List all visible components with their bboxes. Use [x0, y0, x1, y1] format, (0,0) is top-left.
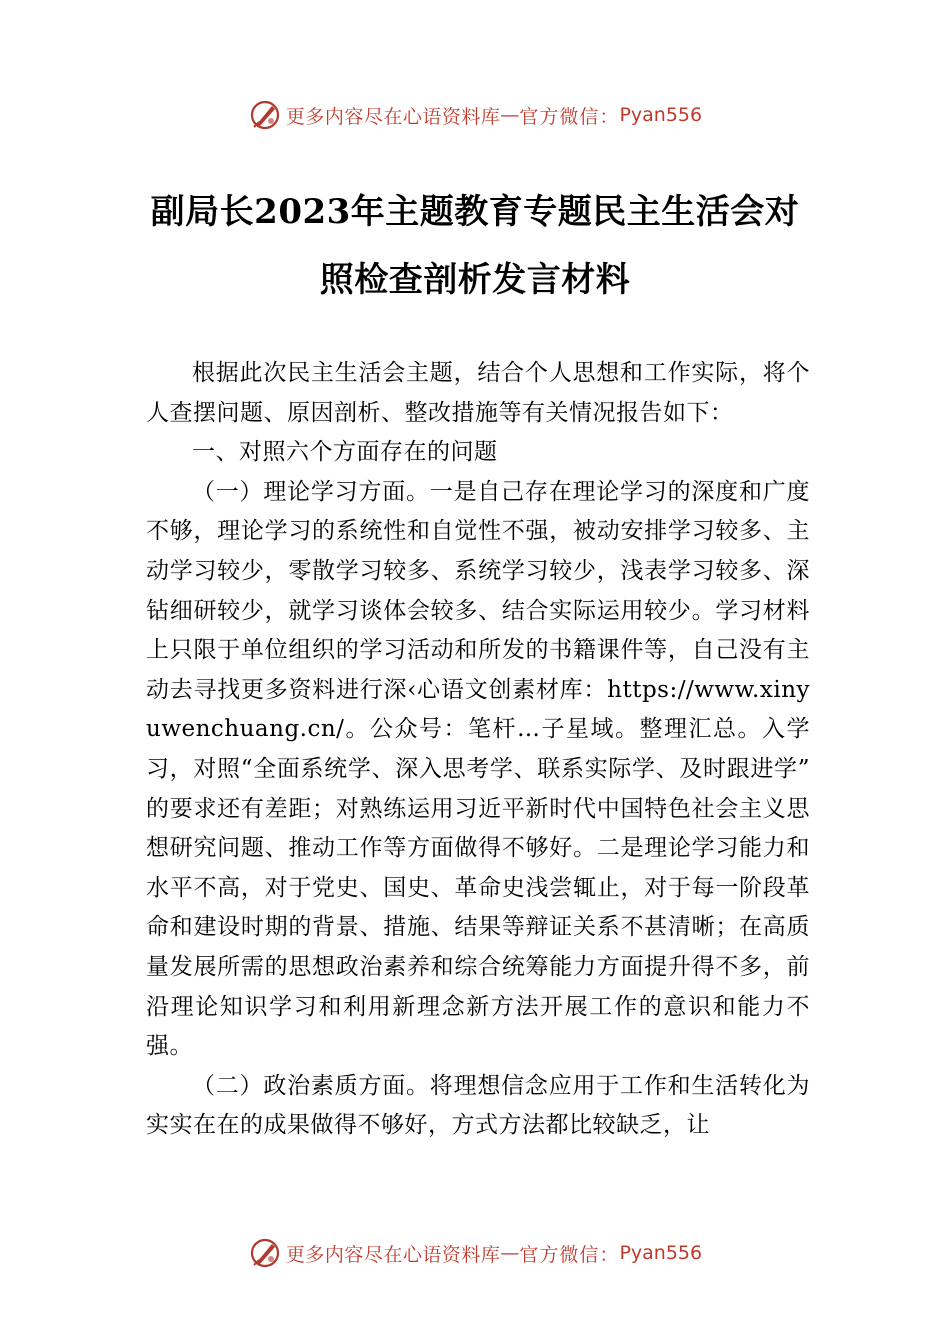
political-quality-paragraph: （二）政治素质方面。将理想信念应用于工作和生活转化为实实在在的成果做得不够好，方式方法都比较缺乏，让 — [146, 1072, 810, 1139]
watermark-wechat-id: Pyan556 — [619, 1242, 703, 1264]
document-title-line-2: 照检查剖析发言材料 — [319, 260, 631, 300]
document-title-line-1: 副局长2023年主题教育专题民主生活会对 — [150, 192, 800, 232]
watermark-site-name: 更多内容尽在心语资料库 — [285, 105, 501, 128]
watermark-wechat-label: 官方微信： — [519, 105, 620, 128]
quill-pen-circle-logo — [248, 98, 282, 132]
header-watermark — [0, 95, 950, 135]
footer-watermark — [0, 1233, 950, 1273]
document-body — [146, 354, 810, 1146]
section-heading: 一、对照六个方面存在的问题 — [192, 439, 498, 466]
theory-study-paragraph: （一）理论学习方面。一是自己存在理论学习的深度和广度不够，理论学习的系统性和自觉性不强，被动安排学习较多、主动学习较少，零散学习较多、系统学习较少，浅表学习较多、深钻细研较少，就学习谈体会较多、结合实际运用较少。学习材料上只限于单位组织的学习活动和所发的书籍课件等，自己没有主动去寻找更多资料进行深‹心语文创素材库：https://www.xinyuwenchuang.cn/。公众号：笔杆…子星域。整理汇总。入学习，对照“全面系统学、深入思考学、联系实际学、及时跟进学” 的要求还有差距；对熟练运用习近平新时代中国特色社会主义思想研究问题、推动工作等方面做得不够好。二是理论学习能力和水平不高，对于党史、国史、革命史浅尝辄止，对于每一阶段革命和建设时期的背景、措施、结果等辩证关系不甚清晰；在高质量发展所需的思想政治素养和综合统筹能力方面提升得不多，前沿理论知识学习和利用新理念新方法开展工作的意识和能力不强。 — [146, 478, 810, 1060]
watermark-wechat-label: 官方微信： — [519, 1243, 620, 1266]
watermark-separator: — — [500, 1242, 520, 1264]
quill-pen-circle-logo — [248, 1236, 282, 1270]
intro-paragraph: 根据此次民主生活会主题，结合个人思想和工作实际，将个人查摆问题、原因剖析、整改措施等有关情况报告如下： — [146, 360, 810, 426]
watermark-site-name: 更多内容尽在心语资料库 — [285, 1243, 501, 1266]
watermark-wechat-id: Pyan556 — [619, 104, 703, 126]
watermark-separator: — — [500, 104, 520, 126]
